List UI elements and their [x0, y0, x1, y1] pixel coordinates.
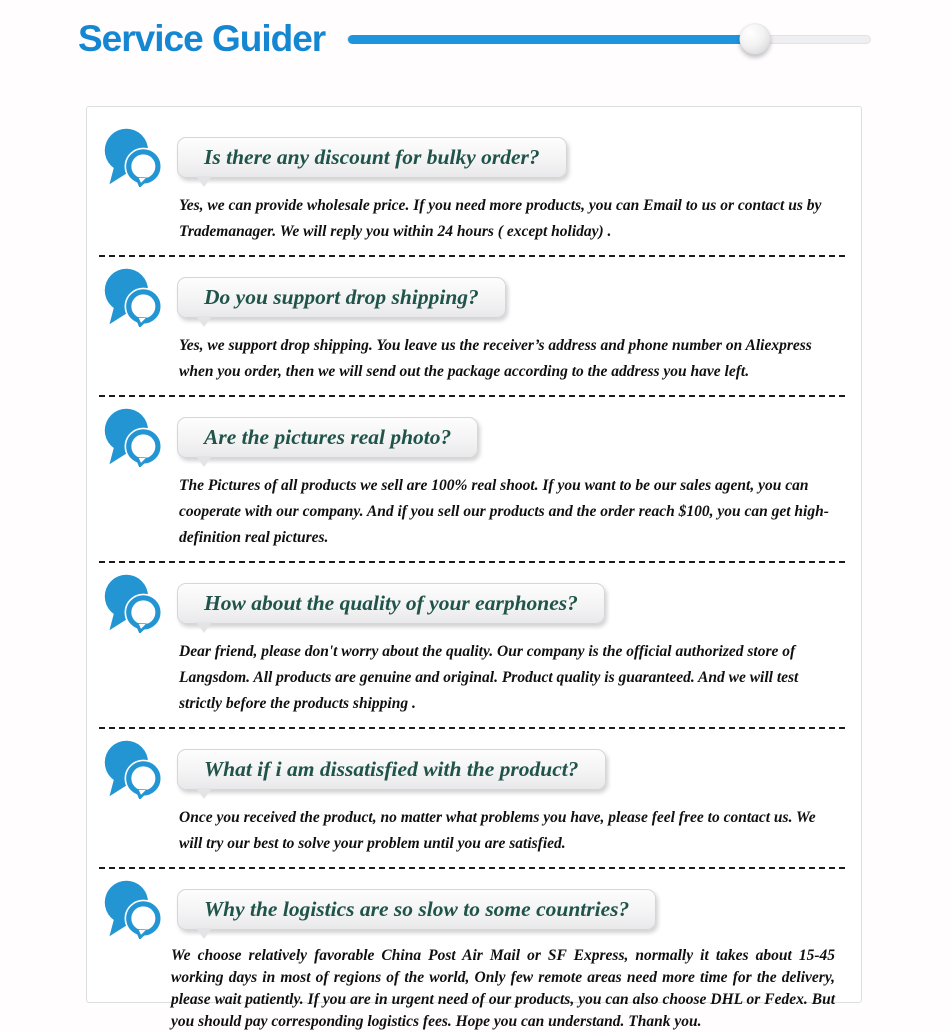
question-pill	[177, 417, 478, 458]
answer-text: Yes, we can provide wholesale price. If you need more products, you can Email to us or contact us by Trademanager. We will reply you within 24 hours ( except holiday) .	[179, 197, 822, 240]
question-pill	[177, 137, 567, 178]
faq-item-head	[99, 879, 845, 939]
question-pill	[177, 749, 606, 790]
question-pill	[177, 277, 506, 318]
faq-item	[99, 867, 845, 1032]
chat-bubbles-icon	[101, 573, 165, 633]
answer-text: Dear friend, please don't worry about the quality. Our company is the official authorized store of Langsdom. All products are genuine and original. Product quality is guaranteed. And we will test strictly before the products shipping .	[179, 643, 799, 712]
question-pill	[177, 889, 656, 930]
faq-item-head	[99, 739, 845, 799]
question-text: Why the logistics are so slow to some countries?	[204, 896, 630, 921]
faq-item-head	[99, 127, 845, 187]
chat-bubbles-icon	[101, 407, 165, 467]
slider-knob[interactable]	[740, 24, 771, 55]
faq-item	[99, 395, 845, 561]
page-title: Service Guider	[78, 18, 326, 59]
answer-text: Once you received the product, no matter what problems you have, please feel free to contact us. We will try our best to solve your problem until you are satisfied.	[179, 809, 816, 852]
faq-item-head	[99, 407, 845, 467]
faq-item-head	[99, 573, 845, 633]
question-pill	[177, 583, 605, 624]
slider-fill	[348, 35, 755, 44]
chat-bubbles-icon	[101, 267, 165, 327]
answer-text: We choose relatively favorable China Post Air Mail or SF Express, normally it takes about 15-45 working days in most of regions of the world, Only few remote areas need more time for the delivery, please wait patiently. If you are in urgent need of our products, you can also choose DHL or Fedex. But you should pay corresponding logistics fees. Hope you can understand. Thank you.	[171, 947, 835, 1030]
question-text: How about the quality of your earphones?	[204, 590, 578, 615]
faq-item	[99, 255, 845, 395]
faq-item	[99, 561, 845, 727]
faq-item	[99, 727, 845, 867]
chat-bubbles-icon	[101, 879, 165, 939]
answer-text: The Pictures of all products we sell are 100% real shoot. If you want to be our sales agent, you can cooperate with our company. And if you sell our products and the order reach $100, you can get high-definition real pictures.	[179, 477, 829, 546]
faq-item-head	[99, 267, 845, 327]
question-text: Do you support drop shipping?	[204, 284, 479, 309]
question-text: What if i am dissatisfied with the product?	[204, 756, 579, 781]
question-text: Are the pictures real photo?	[204, 424, 452, 449]
question-text: Is there any discount for bulky order?	[204, 144, 540, 169]
progress-slider[interactable]	[347, 35, 871, 44]
chat-bubbles-icon	[101, 739, 165, 799]
faq-container	[86, 106, 862, 1030]
faq-item	[99, 121, 845, 255]
header	[0, 0, 950, 64]
chat-bubbles-icon	[101, 127, 165, 187]
answer-text: Yes, we support drop shipping. You leave us the receiver’s address and phone number on Aliexpress when you order, then we will send out the package according to the address you have left.	[179, 337, 812, 380]
